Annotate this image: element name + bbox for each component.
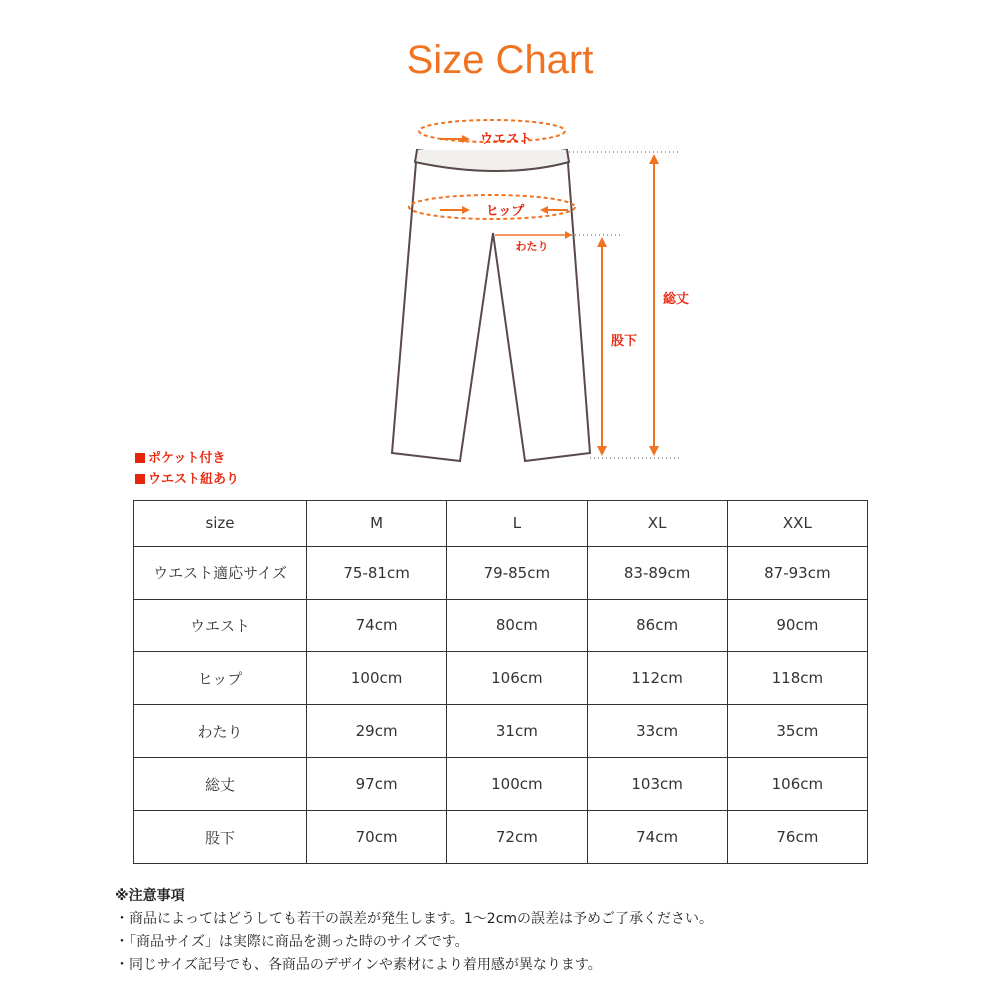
table-cell: 106cm bbox=[447, 652, 587, 705]
hip-label: ヒップ bbox=[485, 204, 525, 219]
inseam-measure bbox=[597, 237, 607, 456]
table-row bbox=[134, 652, 868, 705]
table-header-cell: L bbox=[447, 501, 587, 547]
size-table bbox=[133, 500, 868, 864]
table-cell: 79-85cm bbox=[447, 546, 587, 599]
table-cell: 97cm bbox=[307, 758, 447, 811]
table-cell: 83-89cm bbox=[587, 546, 727, 599]
table-row bbox=[134, 546, 868, 599]
row-label: わたり bbox=[134, 705, 307, 758]
table-cell: 76cm bbox=[727, 811, 867, 864]
table-cell: 31cm bbox=[447, 705, 587, 758]
table-header-cell: M bbox=[307, 501, 447, 547]
table-header-cell: XL bbox=[587, 501, 727, 547]
table-header-row bbox=[134, 501, 868, 547]
row-label: 総丈 bbox=[134, 758, 307, 811]
table-cell: 100cm bbox=[307, 652, 447, 705]
row-label: ウエスト適応サイズ bbox=[134, 546, 307, 599]
table-cell: 100cm bbox=[447, 758, 587, 811]
table-cell: 75-81cm bbox=[307, 546, 447, 599]
waist-label: ウエスト bbox=[479, 132, 533, 147]
table-cell: 33cm bbox=[587, 705, 727, 758]
length-measure bbox=[649, 154, 659, 456]
table-header-cell: size bbox=[134, 501, 307, 547]
table-cell: 118cm bbox=[727, 652, 867, 705]
table-cell: 90cm bbox=[727, 599, 867, 652]
feature-drawstring: ウエスト紐あり bbox=[135, 468, 239, 487]
table-cell: 103cm bbox=[587, 758, 727, 811]
bullet-square-icon bbox=[135, 453, 145, 463]
table-row bbox=[134, 811, 868, 864]
row-label: ウエスト bbox=[134, 599, 307, 652]
length-label: 総丈 bbox=[662, 292, 690, 307]
table-cell: 112cm bbox=[587, 652, 727, 705]
bullet-square-icon bbox=[135, 474, 145, 484]
note-item: ・商品によってはどうしても若干の誤差が発生します。1〜2cmの誤差は予めご了承ください。 bbox=[115, 911, 714, 927]
notes-section bbox=[115, 885, 713, 977]
thigh-label: わたり bbox=[515, 240, 549, 253]
row-label: 股下 bbox=[134, 811, 307, 864]
inseam-label: 股下 bbox=[610, 334, 638, 349]
pants-diagram bbox=[0, 0, 1000, 480]
pants-outline bbox=[392, 150, 590, 461]
table-cell: 35cm bbox=[727, 705, 867, 758]
table-cell: 80cm bbox=[447, 599, 587, 652]
table-row bbox=[134, 599, 868, 652]
table-cell: 87-93cm bbox=[727, 546, 867, 599]
note-item: ・同じサイズ記号でも、各商品のデザインや素材により着用感が異なります。 bbox=[115, 957, 602, 973]
table-row bbox=[134, 758, 868, 811]
table-cell: 70cm bbox=[307, 811, 447, 864]
table-cell: 72cm bbox=[447, 811, 587, 864]
page-title: Size Chart bbox=[406, 38, 594, 82]
table-cell: 29cm bbox=[307, 705, 447, 758]
feature-pocket: ポケット付き bbox=[135, 447, 225, 466]
note-item: ・「商品サイズ」は実際に商品を測った時のサイズです。 bbox=[115, 934, 469, 950]
notes-heading: ※注意事項 bbox=[115, 888, 185, 904]
table-cell: 74cm bbox=[307, 599, 447, 652]
table-header-cell: XXL bbox=[727, 501, 867, 547]
row-label: ヒップ bbox=[134, 652, 307, 705]
table-row bbox=[134, 705, 868, 758]
thigh-measure bbox=[496, 231, 572, 239]
table-cell: 106cm bbox=[727, 758, 867, 811]
table-cell: 74cm bbox=[587, 811, 727, 864]
table-cell: 86cm bbox=[587, 599, 727, 652]
